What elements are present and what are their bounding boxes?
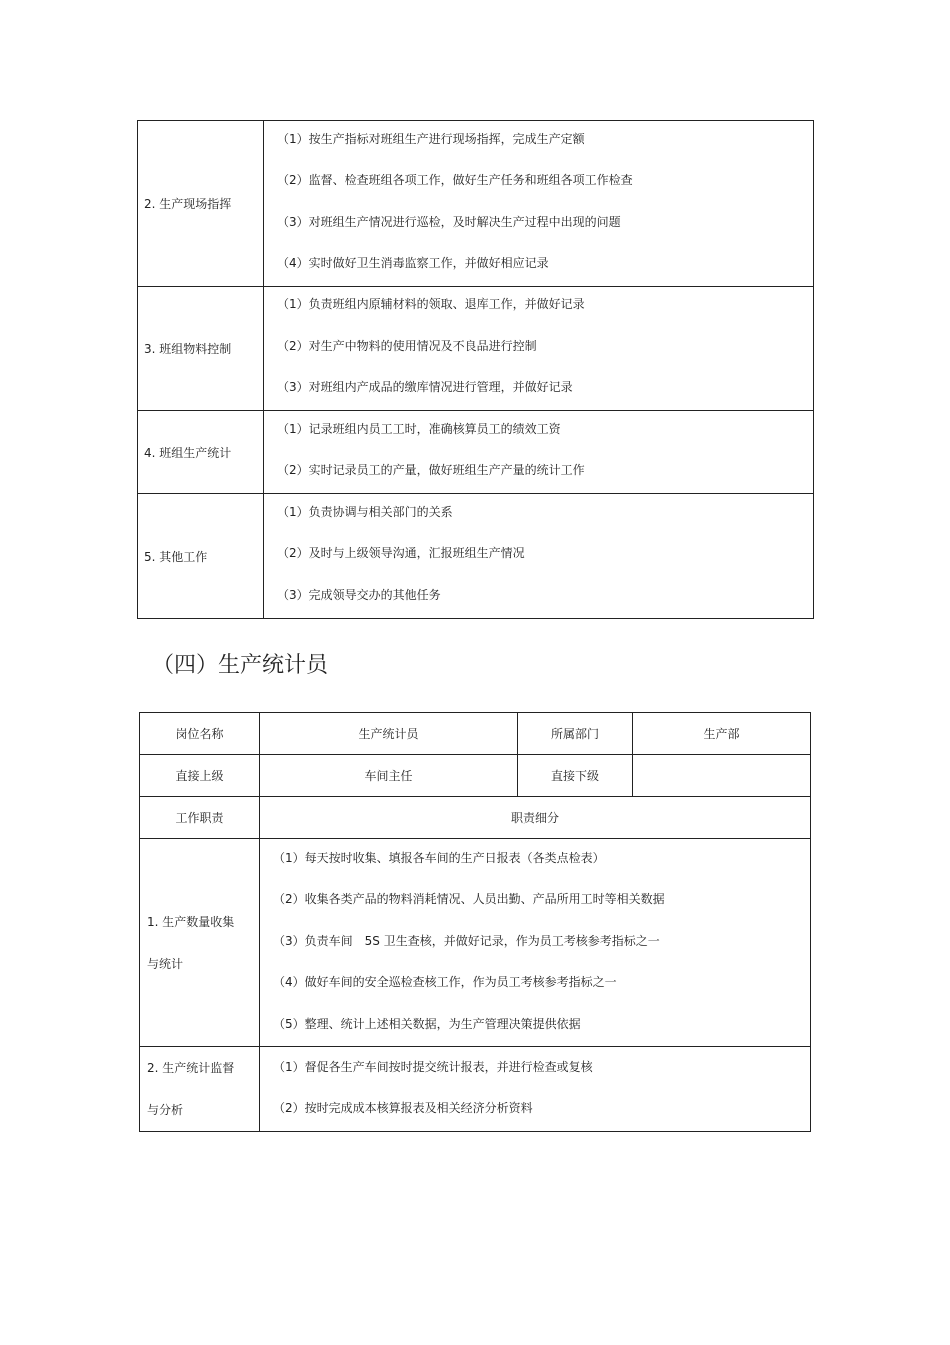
duty-item: （1）每天按时收集、填报各车间的生产日报表（各类点检表） xyxy=(273,850,605,865)
duty-item: （4）做好车间的安全巡检查核工作，作为员工考核参考指标之一 xyxy=(273,975,617,990)
duty-item: （3）负责车间 5S 卫生查核，并做好记录，作为员工考核参考指标之一 xyxy=(273,933,660,948)
table-row xyxy=(138,411,814,494)
duty-item: （2）及时与上级领导沟通，汇报班组生产情况 xyxy=(277,546,525,561)
table-row xyxy=(138,121,814,287)
duty-label: 2. 生产现场指挥 xyxy=(138,121,264,287)
duty-item: （3）完成领导交办的其他任务 xyxy=(277,587,441,602)
duty-item: （5）整理、统计上述相关数据，为生产管理决策提供依据 xyxy=(273,1016,581,1031)
duty-items xyxy=(264,287,814,411)
table-row xyxy=(140,1047,811,1132)
duty-label-line: 与分析 xyxy=(147,1103,184,1117)
duty-items xyxy=(264,494,814,619)
duty-items xyxy=(264,411,814,494)
duty-label-line: 2. 生产统计监督 xyxy=(147,1061,235,1075)
duty-item: （4）实时做好卫生消毒监察工作，并做好相应记录 xyxy=(277,256,549,270)
duty-item: （1）按生产指标对班组生产进行现场指挥，完成生产定额 xyxy=(277,131,585,146)
superior-value: 车间主任 xyxy=(260,755,518,797)
duty-label: 3. 班组物料控制 xyxy=(138,287,264,411)
duty-item: （1）督促各生产车间按时提交统计报表，并进行检查或复核 xyxy=(273,1059,593,1074)
duty-item: （2）对生产中物料的使用情况及不良品进行控制 xyxy=(277,338,537,353)
table-row xyxy=(140,755,811,797)
duty-item: （3）对班组内产成品的缴库情况进行管理，并做好记录 xyxy=(277,380,573,395)
duty-items xyxy=(260,1047,811,1132)
superior-label: 直接上级 xyxy=(140,755,260,797)
duty-label xyxy=(140,839,260,1047)
subordinate-value xyxy=(633,755,811,797)
detail-header: 职责细分 xyxy=(260,797,811,839)
department-label: 所属部门 xyxy=(518,713,633,755)
duty-item: （1）负责协调与相关部门的关系 xyxy=(277,504,453,519)
duty-items xyxy=(260,839,811,1047)
table-row xyxy=(138,494,814,619)
section-heading: （四）生产统计员 xyxy=(152,653,329,678)
duty-label: 4. 班组生产统计 xyxy=(138,411,264,494)
duty-label-line: 与统计 xyxy=(147,956,184,971)
duty-label-line: 1. 生产数量收集 xyxy=(147,914,235,929)
position-title-value: 生产统计员 xyxy=(260,713,518,755)
duties-table-continued xyxy=(137,120,814,619)
table-row xyxy=(138,287,814,411)
duty-item: （2）监督、检查班组各项工作，做好生产任务和班组各项工作检查 xyxy=(277,173,633,187)
table-row xyxy=(140,713,811,755)
position-table xyxy=(139,712,811,1132)
duty-items xyxy=(264,121,814,287)
table-row xyxy=(140,797,811,839)
duty-item: （2）收集各类产品的物料消耗情况、人员出勤、产品所用工时等相关数据 xyxy=(273,892,665,907)
table-row xyxy=(140,839,811,1047)
duty-item: （1）负责班组内原辅材料的领取、退库工作，并做好记录 xyxy=(277,297,585,312)
duty-label: 5. 其他工作 xyxy=(138,494,264,619)
duty-item: （2）按时完成成本核算报表及相关经济分析资料 xyxy=(273,1101,533,1115)
position-title-label: 岗位名称 xyxy=(140,713,260,755)
duty-header: 工作职责 xyxy=(140,797,260,839)
duty-item: （1）记录班组内员工工时，准确核算员工的绩效工资 xyxy=(277,421,561,436)
duty-label xyxy=(140,1047,260,1132)
department-value: 生产部 xyxy=(633,713,811,755)
duty-item: （2）实时记录员工的产量，做好班组生产产量的统计工作 xyxy=(277,463,585,477)
subordinate-label: 直接下级 xyxy=(518,755,633,797)
duty-item: （3）对班组生产情况进行巡检，及时解决生产过程中出现的问题 xyxy=(277,214,621,229)
